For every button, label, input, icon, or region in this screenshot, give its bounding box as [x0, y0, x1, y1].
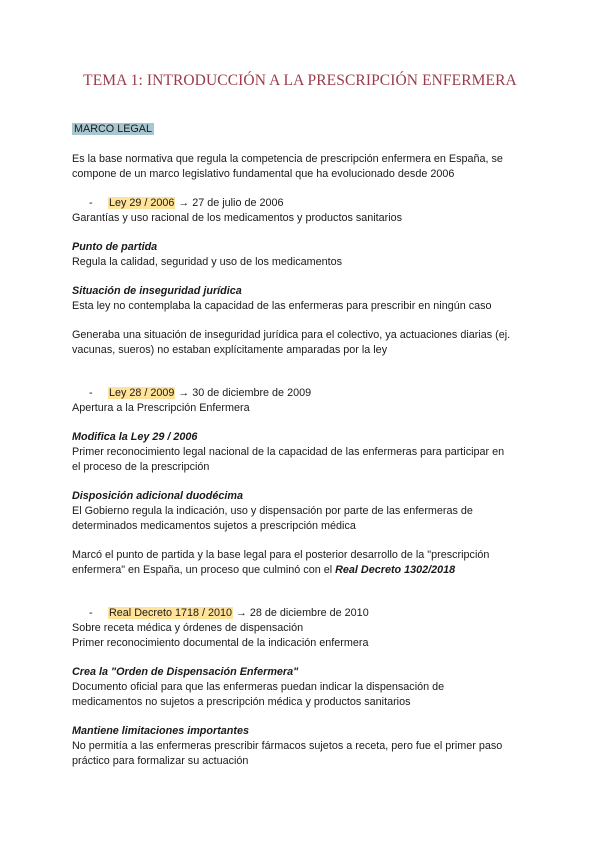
law-subtitle: Apertura a la Prescripción Enfermera	[72, 402, 250, 414]
law-date: → 27 de julio de 2006	[175, 197, 284, 209]
law-name: Ley 28 / 2009	[109, 387, 175, 399]
subheading: Situación de inseguridad jurídica	[72, 285, 242, 297]
law-date: → 30 de diciembre de 2009	[175, 387, 312, 399]
paragraph-line: Generaba una situación de inseguridad jurídica para el colectivo, ya actuaciones diarias (ej.	[72, 329, 511, 341]
law-name: Real Decreto 1718 / 2010	[109, 607, 233, 619]
intro-line-2: compone de un marco legislativo fundamental que ha evolucionado desde 2006	[72, 168, 455, 180]
paragraph-line: el proceso de la prescripción	[72, 461, 210, 473]
law-subtitle: Garantías y uso racional de los medicamentos y productos sanitarios	[72, 212, 403, 224]
bullet-dash: -	[89, 607, 93, 619]
intro-line-1: Es la base normativa que regula la competencia de prescripción enfermera en España, se	[72, 153, 503, 165]
paragraph-line: El Gobierno regula la indicación, uso y dispensación por parte de las enfermeras de	[72, 505, 473, 517]
law-date: → 28 de diciembre de 2010	[233, 607, 369, 619]
subheading: Mantiene limitaciones importantes	[72, 725, 249, 737]
paragraph-line: Esta ley no contemplaba la capacidad de las enfermeras para prescribir en ningún caso	[72, 300, 492, 312]
page-title: TEMA 1: INTRODUCCIÓN A LA PRESCRIPCIÓN ENFERMERA	[83, 72, 517, 89]
paragraph-line: práctico para formalizar su actuación	[72, 755, 249, 767]
paragraph-line: medicamentos no sujetos a prescripción médica y productos sanitarios	[72, 696, 411, 708]
law-subtitle: Primer reconocimiento documental de la indicación enfermera	[72, 637, 369, 649]
bold-reference: Real Decreto 1302/2018	[335, 564, 456, 576]
paragraph-line: Regula la calidad, seguridad y uso de los medicamentos	[72, 256, 343, 268]
bullet-dash: -	[89, 197, 93, 209]
law-heading-2	[108, 386, 311, 401]
subheading: Disposición adicional duodécima	[72, 490, 243, 502]
paragraph-line: No permitía a las enfermeras prescribir fármacos sujetos a receta, pero fue el primer paso	[72, 740, 503, 752]
law-name: Ley 29 / 2006	[109, 197, 175, 209]
paragraph-line: determinados medicamentos sujetos a prescripción médica	[72, 520, 356, 532]
bullet-dash: -	[89, 387, 93, 399]
law-subtitle: Sobre receta médica y órdenes de dispensación	[72, 622, 304, 634]
law-heading-1	[108, 196, 284, 211]
subheading: Punto de partida	[72, 241, 158, 253]
law-heading-3	[108, 606, 369, 621]
paragraph-line: Marcó el punto de partida y la base legal para el posterior desarrollo de la "prescripción	[72, 549, 490, 561]
paragraph-line: enfermera" en España, un proceso que culminó con el Real Decreto 1302/2018	[72, 564, 456, 576]
paragraph-line: Documento oficial para que las enfermeras puedan indicar la dispensación de	[72, 681, 445, 693]
paragraph-line: vacunas, sueros) no estaban explícitamente amparadas por la ley	[72, 344, 388, 356]
paragraph-line: Primer reconocimiento legal nacional de la capacidad de las enfermeras para participar en	[72, 446, 505, 458]
subheading: Modifica la Ley 29 / 2006	[72, 431, 198, 443]
subheading: Crea la "Orden de Dispensación Enfermera"	[72, 666, 299, 678]
section-label: MARCO LEGAL	[74, 123, 152, 135]
